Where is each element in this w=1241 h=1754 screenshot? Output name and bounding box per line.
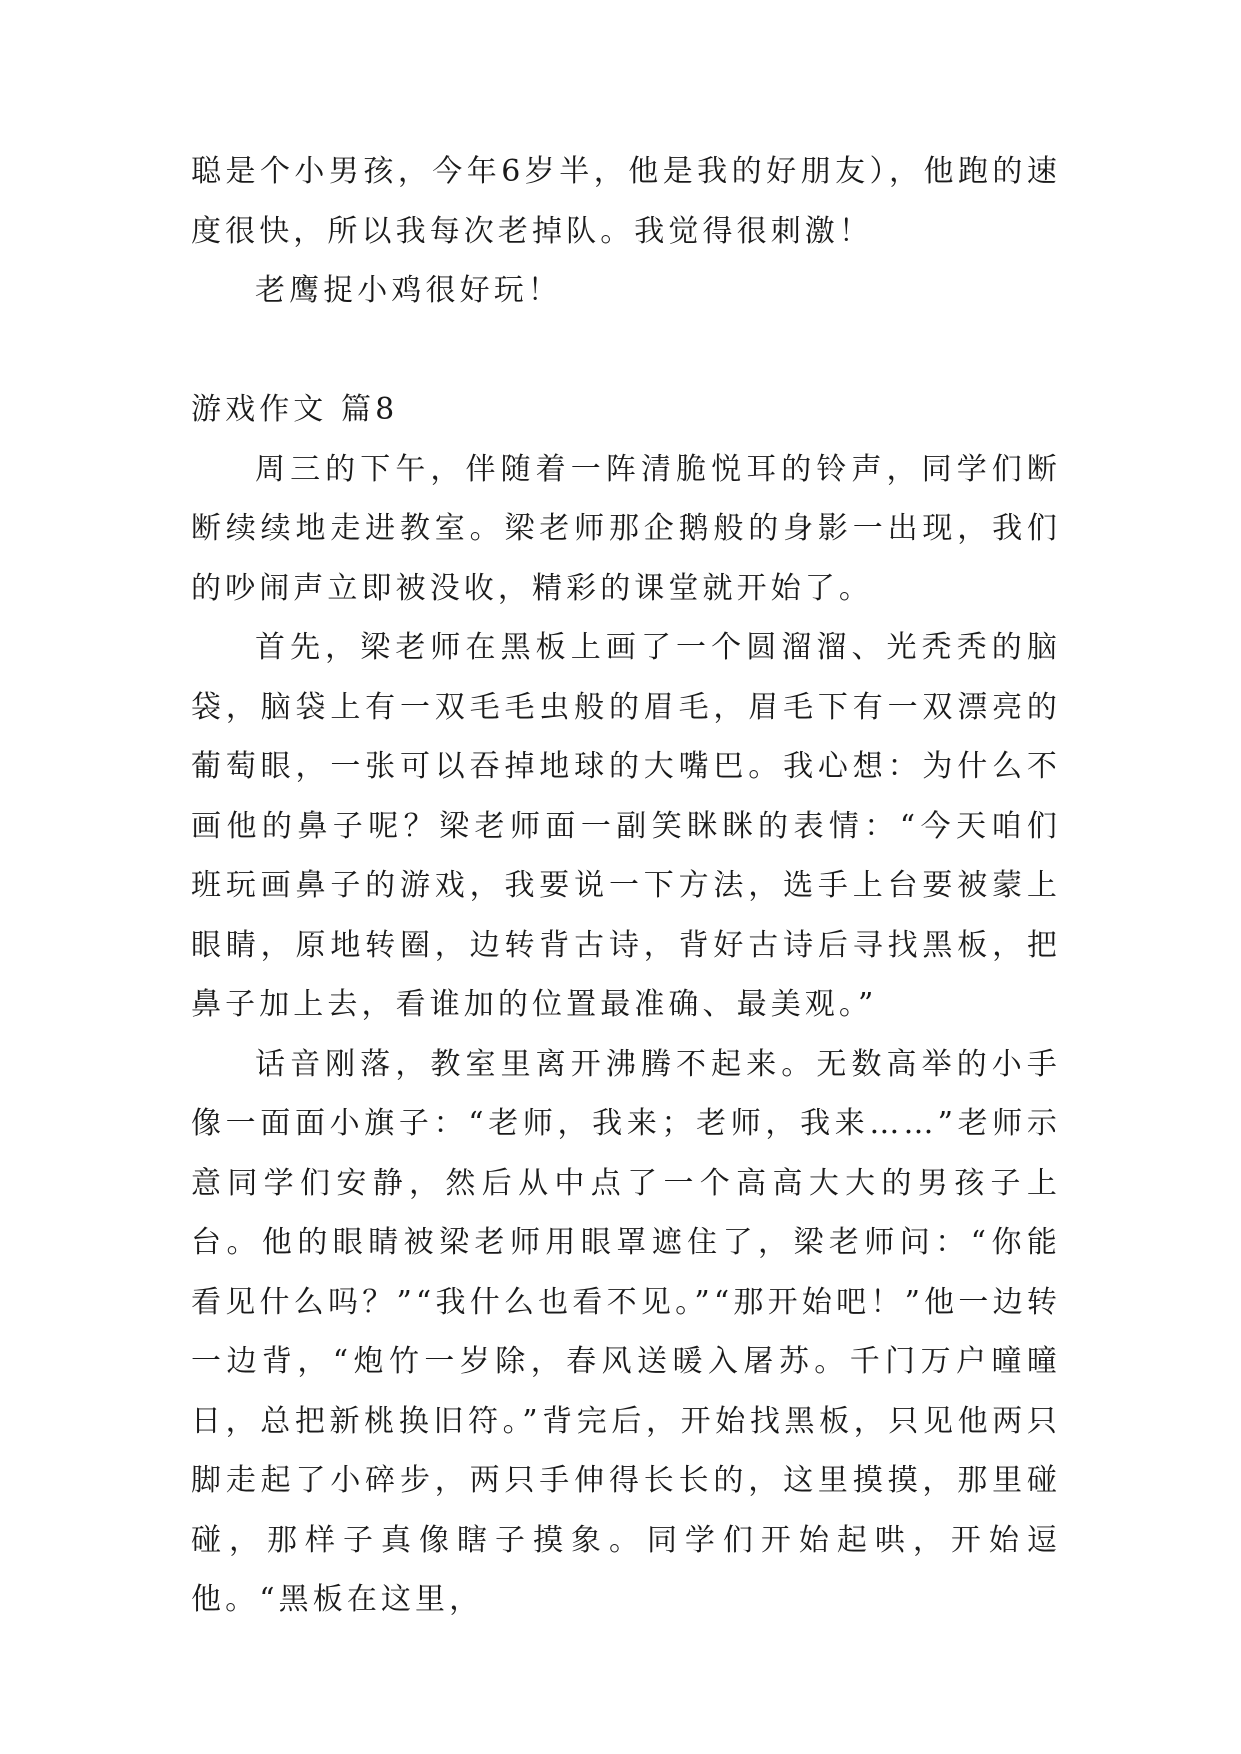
section-gap	[191, 321, 1061, 381]
document-body	[191, 142, 1061, 1630]
paragraph-1: 周三的下午，伴随着一阵清脆悦耳的铃声，同学们断断续续地走进教室。梁老师那企鹅般的身影一出现，我们的吵闹声立即被没收，精彩的课堂就开始了。	[191, 451, 1061, 606]
paragraph-2: 首先，梁老师在黑板上画了一个圆溜溜、光秃秃的脑袋，脑袋上有一双毛毛虫般的眉毛，眉毛下有一双漂亮的葡萄眼，一张可以吞掉地球的大嘴巴。我心想：为什么不画他的鼻子呢？梁老师面一副笑眯眯的表情：“今天咱们班玩画鼻子的游戏，我要说一下方法，选手上台要被蒙上眼睛，原地转圈，边转背古诗，背好古诗后寻找黑板，把鼻子加上去，看谁加的位置最准确、最美观。”	[191, 630, 1061, 1022]
paragraph-3: 话音刚落，教室里离开沸腾不起来。无数高举的小手像一面面小旗子：“老师，我来；老师，我来……”老师示意同学们安静，然后从中点了一个高高大大的男孩子上台。他的眼睛被梁老师用眼罩遮住了，梁老师问：“你能看见什么吗？”“我什么也看不见。”“那开始吧！”他一边转一边背，“炮竹一岁除，春风送暖入屠苏。千门万户曈曈日，总把新桃换旧符。”背完后，开始找黑板，只见他两只脚走起了小碎步，两只手伸得长长的，这里摸摸，那里碰碰，那样子真像瞎子摸象。同学们开始起哄，开始逗他。“黑板在这里，	[191, 1046, 1061, 1617]
continuation-paragraph: 聪是个小男孩，今年6岁半，他是我的好朋友），他跑的速度很快，所以我每次老掉队。我觉得很刺激！	[191, 154, 1061, 249]
closing-line: 老鹰捉小鸡很好玩！	[255, 273, 562, 308]
section-title: 游戏作文 篇8	[191, 392, 399, 427]
